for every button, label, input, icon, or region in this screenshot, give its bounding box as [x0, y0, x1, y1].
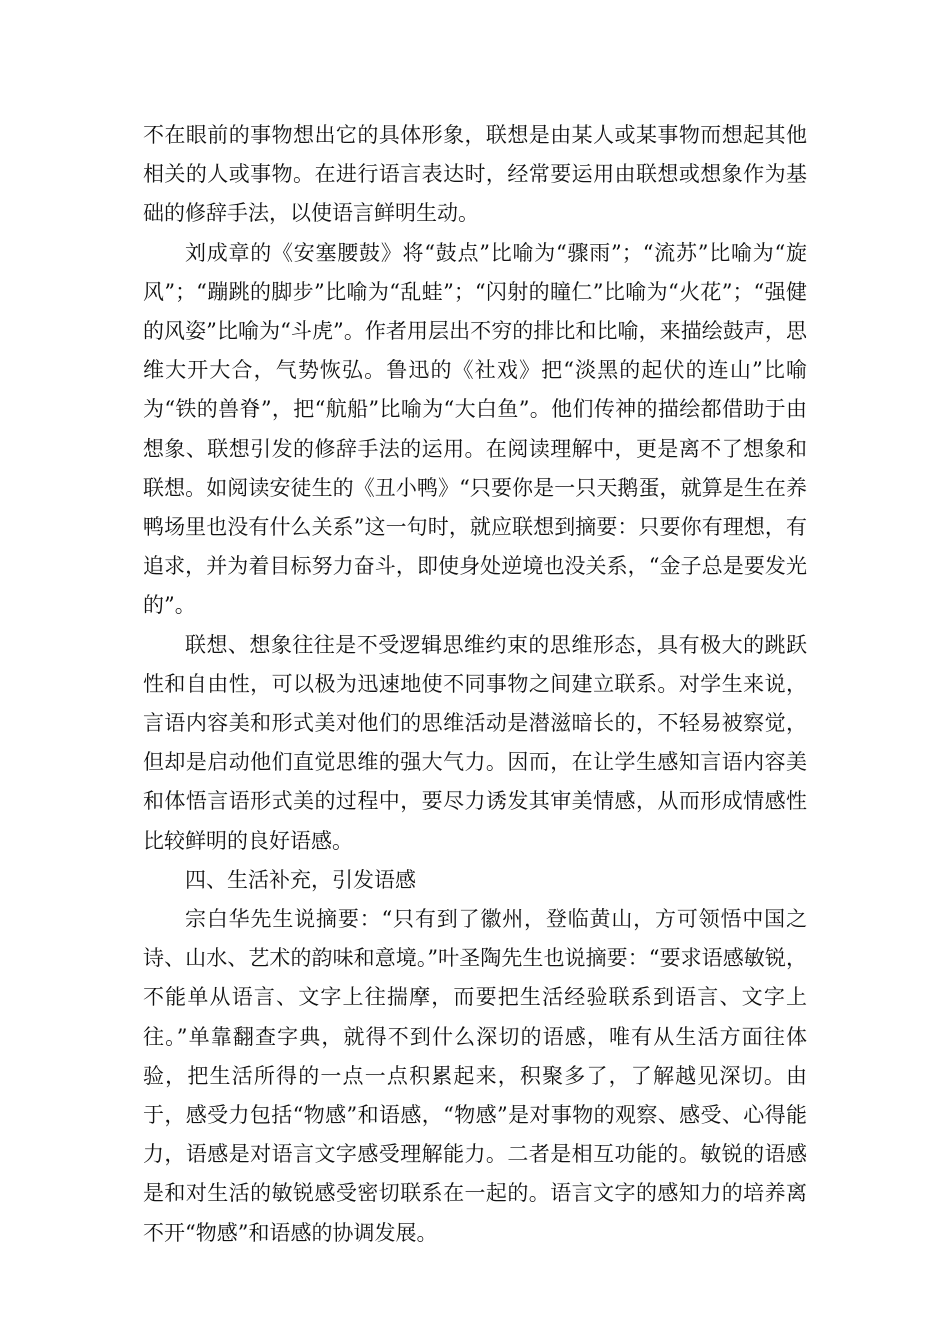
section-heading: 四、生活补充，引发语感 [185, 867, 416, 892]
paragraph-association-thinking: 联想、想象往往是不受逻辑思维约束的思维形态，具有极大的跳跃性和自由性，可以极为迅速地使不同事物之间建立联系。对学生来说，言语内容美和形式美对他们的思维活动是潜滋暗长的，不轻易被察觉，但却是启动他们直觉思维的强大气力。因而，在让学生感知言语内容美和体悟言语形式美的过程中，要尽力诱发其审美情感，从而形成情感性比较鲜明的良好语感。 [143, 632, 807, 853]
document-page [143, 116, 807, 1253]
paragraph-imagination-definition: 不在眼前的事物想出它的具体形象，联想是由某人或某事物而想起其他相关的人或事物。在进行语言表达时，经常要运用由联想或想象作为基础的修辞手法，以使语言鲜明生动。 [143, 123, 807, 226]
paragraph-metaphor-examples: 刘成章的《安塞腰鼓》将“鼓点”比喻为“骤雨”；“流苏”比喻为“旋风”；“蹦跳的脚步”比喻为“乱蛙”；“闪射的瞳仁”比喻为“火花”；“强健的风姿”比喻为“斗虎”。作者用层出不穷的排比和比喻，来描绘鼓声，思维大开大合，气势恢弘。鲁迅的《社戏》把“淡黑的起伏的连山”比喻为“铁的兽脊”，把“航船”比喻为“大白鱼”。他们传神的描绘都借助于由想象、联想引发的修辞手法的运用。在阅读理解中，更是离不了想象和联想。如阅读安徒生的《丑小鸭》“只要你是一只天鹅蛋，就算是生在养鸭场里也没有什么关系”这一句时，就应联想到摘要：只要你有理想，有追求，并为着目标努力奋斗，即使身处逆境也没关系，“金子总是要发光的”。 [143, 240, 807, 618]
paragraph-life-experience: 宗白华先生说摘要：“只有到了徽州，登临黄山，方可领悟中国之诗、山水、艺术的韵味和意境。”叶圣陶先生也说摘要：“要求语感敏锐，不能单从语言、文字上往揣摩，而要把生活经验联系到语言、文字上往。”单靠翻查字典，就得不到什么深切的语感，唯有从生活方面往体验，把生活所得的一点一点积累起来，积聚多了，了解越见深切。由于，感受力包括“物感”和语感，“物感”是对事物的观察、感受、心得能力，语感是对语言文字感受理解能力。二者是相互功能的。敏锐的语感是和对生活的敏锐感受密切联系在一起的。语言文字的感知力的培养离不开“物感”和语感的协调发展。 [143, 907, 807, 1245]
